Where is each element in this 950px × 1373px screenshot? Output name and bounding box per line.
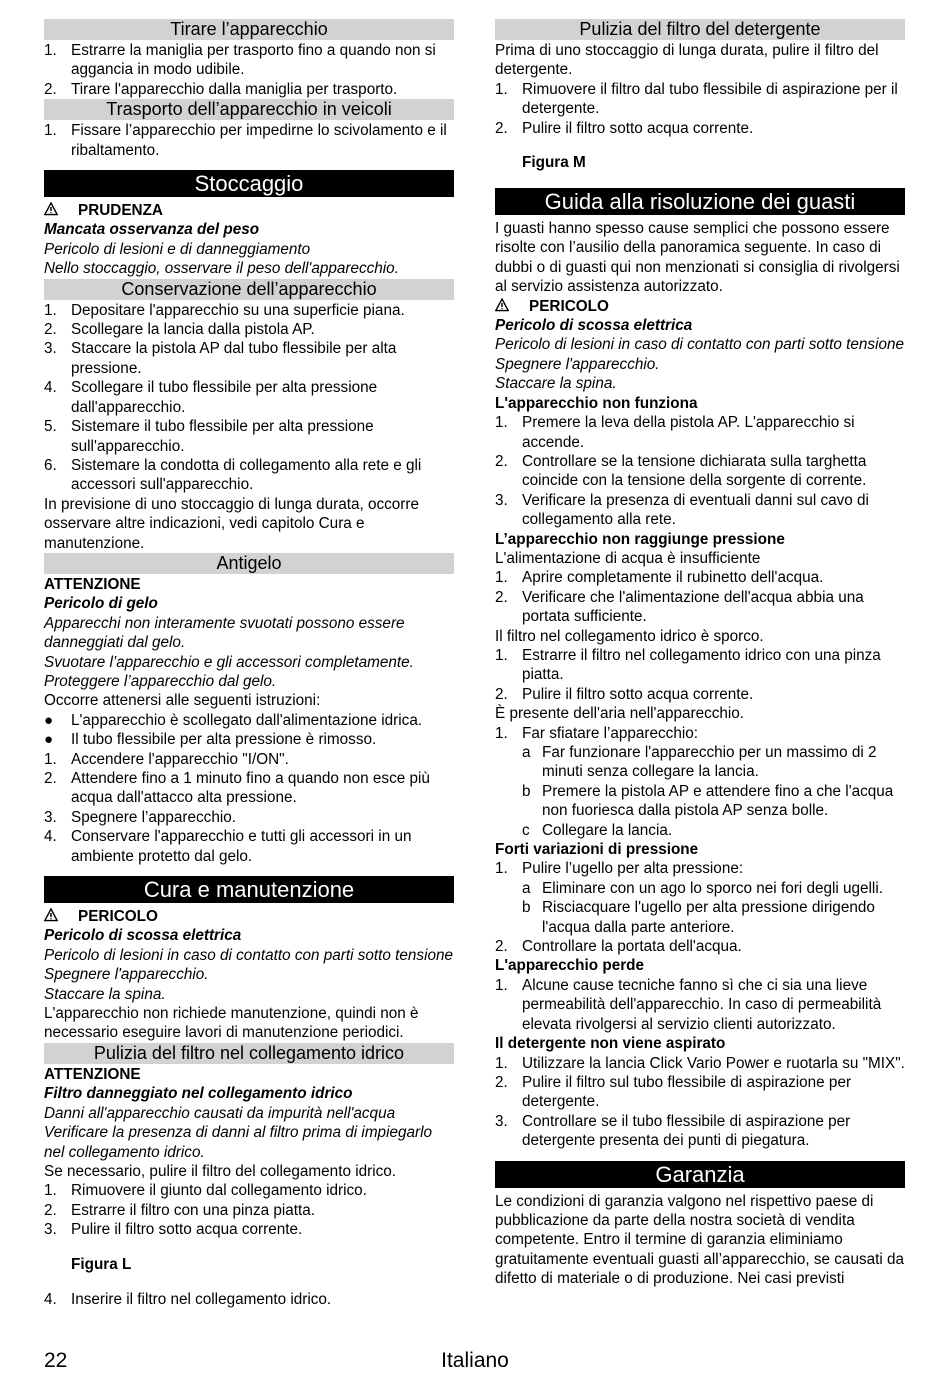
list-number: 2.	[495, 1073, 508, 1091]
section-heading: Stoccaggio	[44, 170, 454, 197]
bullet-item	[44, 730, 454, 749]
list-number: 5.	[44, 418, 57, 436]
italic-note: Pericolo di lesioni in caso di contatto con parti sotto tensione	[44, 946, 454, 964]
paragraph: I guasti hanno spesso cause semplici che possono essere risolte con l’ausilio della panoramica seguente. In caso di dubbi o di guasti qui non menzionati si consiglia di rivolgersi al servizio assistenza autorizzato.	[495, 220, 900, 296]
sub-list-item	[495, 782, 905, 821]
list-number: 1.	[495, 414, 508, 432]
list-number: 1.	[495, 724, 508, 742]
list-item	[44, 378, 454, 417]
hazard-title: Filtro danneggiato nel collegamento idrico	[44, 1085, 353, 1103]
list-item	[495, 859, 905, 878]
bold-label: Forti variazioni di pressione	[495, 841, 699, 859]
paragraph: È presente dell'aria nell'apparecchio.	[495, 705, 745, 723]
list-item-text: Sistemare la condotta di collegamento alla rete e gli accessori sull'apparecchio.	[71, 456, 422, 494]
list-number: 2.	[495, 452, 508, 470]
list-item	[495, 685, 905, 704]
list-item	[44, 456, 454, 495]
italic-note: Pericolo di lesioni in caso di contatto con parti sotto tensione	[495, 336, 905, 354]
list-number: 4.	[44, 828, 57, 846]
list-item-text: Pulire il filtro sotto acqua corrente.	[522, 685, 754, 703]
list-number: 6.	[44, 456, 57, 474]
list-number: 3.	[44, 808, 57, 826]
warning-label	[44, 201, 454, 220]
section-heading: Guida alla risoluzione dei guasti	[495, 188, 905, 215]
bold-label: ATTENZIONE	[44, 575, 141, 593]
section-heading: Garanzia	[495, 1161, 905, 1188]
list-item-text: Spegnere l’apparecchio.	[71, 808, 236, 826]
sub-list-text: Eliminare con un ago lo sporco nei fori degli ugelli.	[542, 879, 883, 897]
sub-list-text: Collegare la lancia.	[542, 821, 673, 839]
list-number: 1.	[44, 301, 57, 319]
list-number: 4.	[44, 1290, 57, 1308]
list-item-text: Estrarre il filtro con una pinza piatta.	[71, 1201, 316, 1219]
italic-note: Proteggere l’apparecchio dal gelo.	[44, 672, 277, 690]
list-number: 1.	[495, 646, 508, 664]
paragraph: Occorre attenersi alle seguenti istruzioni:	[44, 692, 321, 710]
list-number: 1.	[495, 1054, 508, 1072]
list-item-text: Controllare se la tensione dichiarata sulla targhetta coincide con la tensione della sorgente di corrente.	[522, 452, 867, 490]
list-item-text: Il tubo flessibile per alta pressione è rimosso.	[71, 731, 377, 749]
list-number: 2.	[495, 938, 508, 956]
list-item-text: Estrarre la maniglia per trasporto fino a quando non si aggancia in modo udibile.	[71, 42, 436, 79]
list-item-text: Conservare l'apparecchio e tutti gli accessori in un ambiente protetto dal gelo.	[71, 828, 412, 865]
sub-list-text: Risciacquare l'ugello per alta pressione dirigendo l'acqua dalla parte anteriore.	[542, 899, 875, 936]
sub-list-text: Far funzionare l'apparecchio per un massimo di 2 minuti senza collegare la lancia.	[542, 744, 877, 781]
bold-label: L'apparecchio non funziona	[495, 394, 698, 412]
figure-reference: Figura L	[71, 1255, 132, 1273]
list-item	[44, 750, 454, 769]
list-item	[44, 1201, 454, 1220]
list-number: 1.	[44, 42, 57, 59]
list-item-text: Scollegare il tubo flessibile per alta pressione dall'apparecchio.	[71, 379, 378, 416]
list-item-text: Sistemare il tubo flessibile per alta pressione sull'apparecchio.	[71, 418, 374, 455]
list-item-text: Depositare l'apparecchio su una superficie piana.	[71, 301, 405, 319]
list-item	[44, 339, 454, 378]
hazard-title: Pericolo di scossa elettrica	[44, 927, 242, 945]
warning-label	[44, 907, 454, 926]
list-item-text: Rimuovere il giunto dal collegamento idrico.	[71, 1182, 367, 1200]
list-item	[44, 827, 454, 866]
bullet-icon: ●	[44, 711, 54, 729]
sub-list-item	[495, 898, 905, 937]
bold-label: Il detergente non viene aspirato	[495, 1035, 726, 1053]
list-item-text: Fissare l’apparecchio per impedirne lo scivolamento e il ribaltamento.	[71, 122, 447, 159]
list-number: 1.	[495, 80, 508, 98]
list-item	[44, 80, 454, 99]
italic-note: Staccare la spina.	[44, 985, 166, 1003]
list-item-text: Verificare la presenza di eventuali danni sul cavo di collegamento alla rete.	[522, 491, 869, 529]
list-item	[44, 1290, 454, 1309]
section-subheading: Conservazione dell’apparecchio	[44, 279, 454, 300]
paragraph: L'apparecchio non richiede manutenzione, quindi non è necessario eseguire lavori di manutenzione periodici.	[44, 1005, 419, 1042]
list-item-text: Scollegare la lancia dalla pistola AP.	[71, 321, 315, 339]
bold-label: L’apparecchio non raggiunge pressione	[495, 530, 785, 548]
sub-list-letter: b	[522, 782, 531, 800]
warning-label-text: PRUDENZA	[78, 202, 163, 220]
paragraph: In previsione di uno stoccaggio di lunga durata, occorre osservare altre indicazioni, vedi capitolo Cura e manutenzione.	[44, 495, 420, 552]
section-heading: Cura e manutenzione	[44, 876, 454, 903]
list-number: 3.	[44, 1221, 57, 1239]
list-item	[495, 568, 905, 587]
list-item	[495, 1073, 905, 1112]
list-item	[495, 491, 905, 530]
list-item	[44, 1220, 454, 1239]
figure-reference: Figura M	[522, 154, 586, 172]
list-number: 3.	[495, 491, 508, 509]
list-item-text: Pulire il filtro sotto acqua corrente.	[71, 1221, 303, 1239]
italic-note: Spegnere l'apparecchio.	[495, 355, 660, 373]
hazard-title: Mancata osservanza del peso	[44, 221, 260, 239]
list-item-text: Controllare se il tubo flessibile di aspirazione per detergente presenta dei punti di piegatura.	[522, 1112, 851, 1150]
list-item	[44, 41, 454, 80]
sub-list-letter: c	[522, 821, 530, 839]
paragraph: L'alimentazione di acqua è insufficiente	[495, 549, 761, 567]
list-number: 2.	[44, 1201, 57, 1219]
paragraph: Il filtro nel collegamento idrico è sporco.	[495, 627, 764, 645]
list-item	[44, 769, 454, 808]
italic-note: Pericolo di lesioni e di danneggiamento	[44, 240, 311, 258]
list-item-text: Attendere fino a 1 minuto fino a quando non esce più acqua dall'attacco alta pressione.	[71, 770, 430, 807]
list-number: 2.	[44, 770, 57, 787]
list-item-text: Utilizzare la lancia Click Vario Power e ruotarla su "MIX".	[522, 1054, 905, 1072]
list-item-text: Verificare che l'alimentazione dell'acqua abbia una portata sufficiente.	[522, 588, 864, 626]
list-item	[495, 646, 905, 685]
list-item-text: Tirare l'apparecchio dalla maniglia per trasporto.	[71, 80, 398, 98]
hazard-title: Pericolo di scossa elettrica	[495, 317, 693, 335]
list-number: 1.	[44, 122, 57, 140]
right-column	[495, 19, 905, 1289]
list-item-text: Rimuovere il filtro dal tubo flessibile di aspirazione per il detergente.	[522, 80, 898, 118]
sub-list-letter: a	[522, 744, 531, 761]
list-number: 1.	[44, 750, 57, 768]
list-number: 1.	[495, 976, 508, 994]
warning-label-text: PERICOLO	[529, 297, 609, 315]
list-number: 3.	[44, 340, 57, 358]
italic-note: Nello stoccaggio, osservare il peso dell'apparecchio.	[44, 260, 399, 278]
section-subheading: Trasporto dell’apparecchio in veicoli	[44, 99, 454, 120]
warning-label	[495, 297, 905, 316]
list-item-text: Accendere l'apparecchio "I/ON".	[71, 750, 289, 768]
list-number: 2.	[495, 119, 508, 137]
italic-note: Spegnere l'apparecchio.	[44, 966, 209, 984]
sub-list-text: Premere la pistola AP e attendere fino a che l'acqua non fuoriesca dalla pistola AP senza bolle.	[542, 782, 894, 820]
hazard-title: Pericolo di gelo	[44, 595, 158, 613]
section-subheading: Antigelo	[44, 553, 454, 574]
list-item	[495, 588, 905, 627]
list-item	[495, 937, 905, 956]
list-number: 2.	[495, 588, 508, 606]
sub-list-item	[495, 743, 905, 782]
list-item-text: Alcune cause tecniche fanno sì che ci sia una lieve permeabilità dell'apparecchio. In caso di permeabilità elevata rivolgersi al servizio clienti autorizzato.	[522, 976, 882, 1033]
list-number: 2.	[44, 80, 57, 98]
footer-page-number: 22	[44, 1349, 68, 1372]
italic-note: Apparecchi non interamente svuotati possono essere danneggiati dal gelo.	[44, 614, 405, 652]
paragraph: Prima di uno stoccaggio di lunga durata, pulire il filtro del detergente.	[495, 42, 879, 79]
list-number: 4.	[44, 379, 57, 397]
sub-list-letter: a	[522, 879, 531, 897]
warning-icon	[44, 908, 58, 922]
section-subheading: Pulizia del filtro nel collegamento idrico	[44, 1043, 454, 1064]
footer-language: Italiano	[441, 1349, 509, 1372]
list-number: 2.	[44, 321, 57, 339]
section-subheading: Pulizia del filtro del detergente	[495, 19, 905, 40]
list-item-text: Controllare la portata dell'acqua.	[522, 938, 742, 956]
list-item	[44, 808, 454, 827]
list-item	[44, 320, 454, 339]
left-column	[44, 19, 454, 1309]
italic-note: Svuotare l’apparecchio e gli accessori completamente.	[44, 653, 414, 671]
paragraph: Le condizioni di garanzia valgono nel rispettivo paese di pubblicazione da parte della nostra società di vendita competente. Entro il termine di garanzia eliminiamo gratuitamente eventuali guasti all’apparecchio, se causati da difetto di materiale o di produzione. Nei casi previsti	[495, 1192, 905, 1288]
sub-list-item	[495, 879, 905, 898]
list-item-text: Premere la leva della pistola AP. L'apparecchio si accende.	[522, 414, 855, 451]
list-item	[495, 80, 905, 119]
list-item	[495, 976, 905, 1034]
list-item-text: Estrarre il filtro nel collegamento idrico con una pinza piatta.	[522, 646, 881, 684]
list-number: 3.	[495, 1112, 508, 1130]
bullet-icon: ●	[44, 731, 54, 749]
warning-icon	[44, 202, 58, 216]
list-item	[495, 1112, 905, 1151]
list-item	[495, 119, 905, 138]
list-item-text: Pulire l’ugello per alta pressione:	[522, 860, 744, 878]
list-item-text: Pulire il filtro sul tubo flessibile di aspirazione per detergente.	[522, 1073, 852, 1111]
section-subheading: Tirare l’apparecchio	[44, 19, 454, 40]
list-number: 1.	[495, 860, 508, 878]
list-number: 1.	[44, 1182, 57, 1200]
paragraph: Se necessario, pulire il filtro del collegamento idrico.	[44, 1162, 397, 1180]
bold-label: L'apparecchio perde	[495, 957, 645, 975]
list-item	[44, 417, 454, 456]
list-item-text: L'apparecchio è scollegato dall'alimentazione idrica.	[71, 711, 423, 729]
list-item-text: Aprire completamente il rubinetto dell'acqua.	[522, 569, 824, 587]
list-item	[495, 724, 905, 743]
italic-note: Verificare la presenza di danni al filtro prima di impiegarlo nel collegamento idrico.	[44, 1124, 432, 1161]
italic-note: Staccare la spina.	[495, 375, 617, 393]
warning-label-text: PERICOLO	[78, 908, 158, 926]
list-item	[495, 413, 905, 452]
warning-icon	[495, 298, 509, 312]
bold-label: ATTENZIONE	[44, 1065, 141, 1083]
list-item-text: Far sfiatare l’apparecchio:	[522, 724, 698, 742]
list-item	[44, 121, 454, 160]
list-item	[44, 1181, 454, 1200]
list-item	[44, 301, 454, 320]
list-item-text: Staccare la pistola AP dal tubo flessibile per alta pressione.	[71, 340, 397, 377]
sub-list-item	[495, 821, 905, 840]
italic-note: Danni all'apparecchio causati da impurità nell'acqua	[44, 1104, 396, 1122]
list-item	[495, 1054, 905, 1073]
sub-list-letter: b	[522, 899, 531, 917]
list-item-text: Pulire il filtro sotto acqua corrente.	[522, 119, 754, 137]
list-number: 2.	[495, 685, 508, 703]
list-item	[495, 452, 905, 491]
list-number: 1.	[495, 569, 508, 587]
bullet-item	[44, 711, 454, 730]
list-item-text: Inserire il filtro nel collegamento idrico.	[71, 1290, 332, 1308]
